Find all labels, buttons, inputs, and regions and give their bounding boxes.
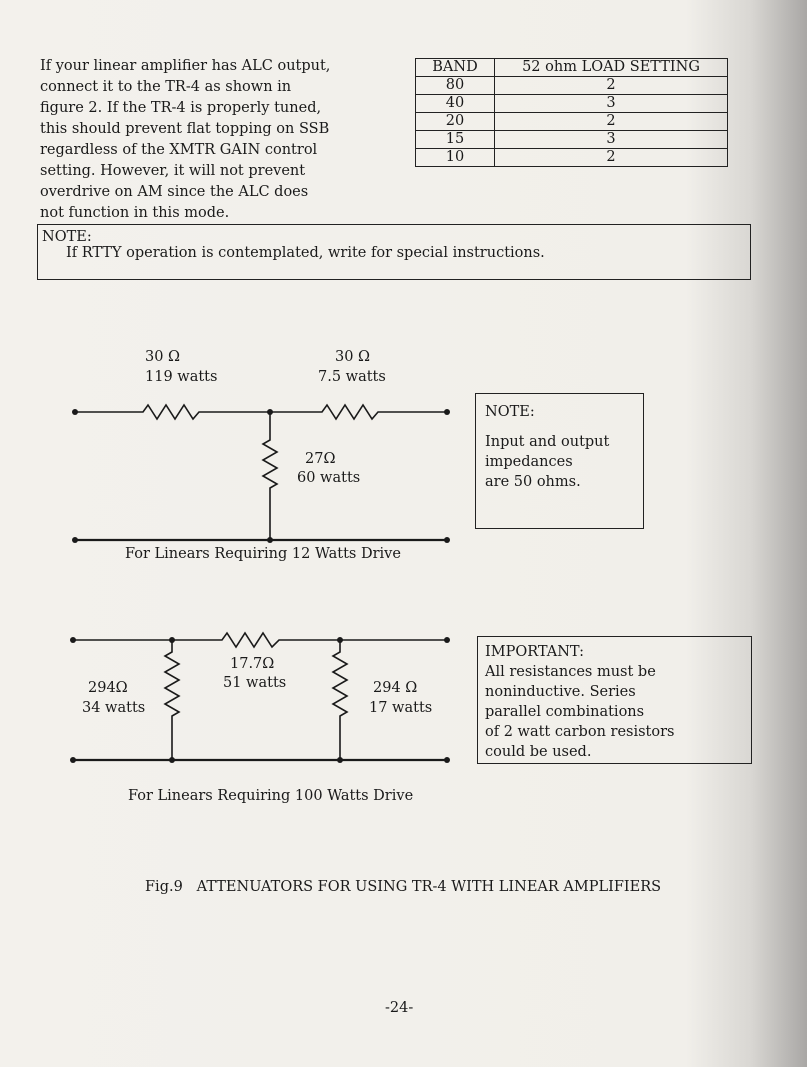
important-line: All resistances must be [485,664,656,680]
note-text: If RTTY operation is contemplated, write for special instructions. [66,245,545,261]
shunt-resistor-left [165,640,179,760]
r1-watts: 119 watts [145,369,218,385]
text-line: overdrive on AM since the ALC does [40,184,309,200]
text-line: this should prevent flat topping on SSB [40,121,330,137]
page-number: -24- [385,1000,414,1016]
circuit1-caption: For Linears Requiring 12 Watts Drive [125,546,401,562]
circuit-100w-schematic [70,633,450,763]
r3-ohms: 294 Ω [373,680,418,696]
important-title: IMPORTANT: [485,644,584,660]
r3-watts: 17 watts [369,700,433,716]
r3-ohms: 27Ω [305,451,336,467]
circuit2-caption: For Linears Requiring 100 Watts Drive [128,788,414,804]
shunt-resistor-right [333,640,347,760]
important-line: parallel combinations [485,704,645,720]
text-line: connect it to the TR-4 as shown in [40,79,292,95]
band-cell: 40 [416,95,495,113]
text-line: If your linear amplifier has ALC output, [40,58,331,74]
r2-ohms: 30 Ω [335,349,371,365]
important-line: noninductive. Series [485,684,636,700]
shunt-resistor [263,412,277,540]
r1-ohms: 294Ω [88,680,128,696]
header-load: 52 ohm LOAD SETTING [495,59,728,77]
top-wire [73,633,447,647]
load-cell: 3 [495,95,728,113]
r2-watts: 51 watts [223,675,287,691]
note-title: NOTE: [42,229,92,245]
r2-watts: 7.5 watts [318,369,386,385]
text-line: not function in this mode. [40,205,230,221]
load-cell: 2 [495,113,728,131]
text-line: setting. However, it will not prevent [40,163,306,179]
load-cell: 3 [495,131,728,149]
band-cell: 10 [416,149,495,167]
load-cell: 2 [495,77,728,95]
important-box [477,636,752,764]
impedance-note-box [475,393,644,529]
r2-ohms: 17.7Ω [230,656,275,672]
header-band: BAND [416,59,495,77]
band-cell: 15 [416,131,495,149]
important-line: of 2 watt carbon resistors [485,724,675,740]
r1-ohms: 30 Ω [145,349,181,365]
important-line: could be used. [485,744,592,760]
load-cell: 2 [495,149,728,167]
r3-watts: 60 watts [297,470,361,486]
note-line: impedances [485,454,573,470]
circuit-12w-schematic [72,405,450,543]
band-cell: 80 [416,77,495,95]
text-line: figure 2. If the TR-4 is properly tuned, [40,100,322,116]
note-line: Input and output [485,434,610,450]
text-line: regardless of the XMTR GAIN control [40,142,318,158]
note-line: are 50 ohms. [485,474,581,490]
top-wire [75,405,447,419]
terminal-dots [72,409,450,543]
band-cell: 20 [416,113,495,131]
note-title: NOTE: [485,404,535,420]
figure-caption: Fig.9 ATTENUATORS FOR USING TR-4 WITH LINEAR AMPLIFIERS [145,879,662,895]
r1-watts: 34 watts [82,700,146,716]
